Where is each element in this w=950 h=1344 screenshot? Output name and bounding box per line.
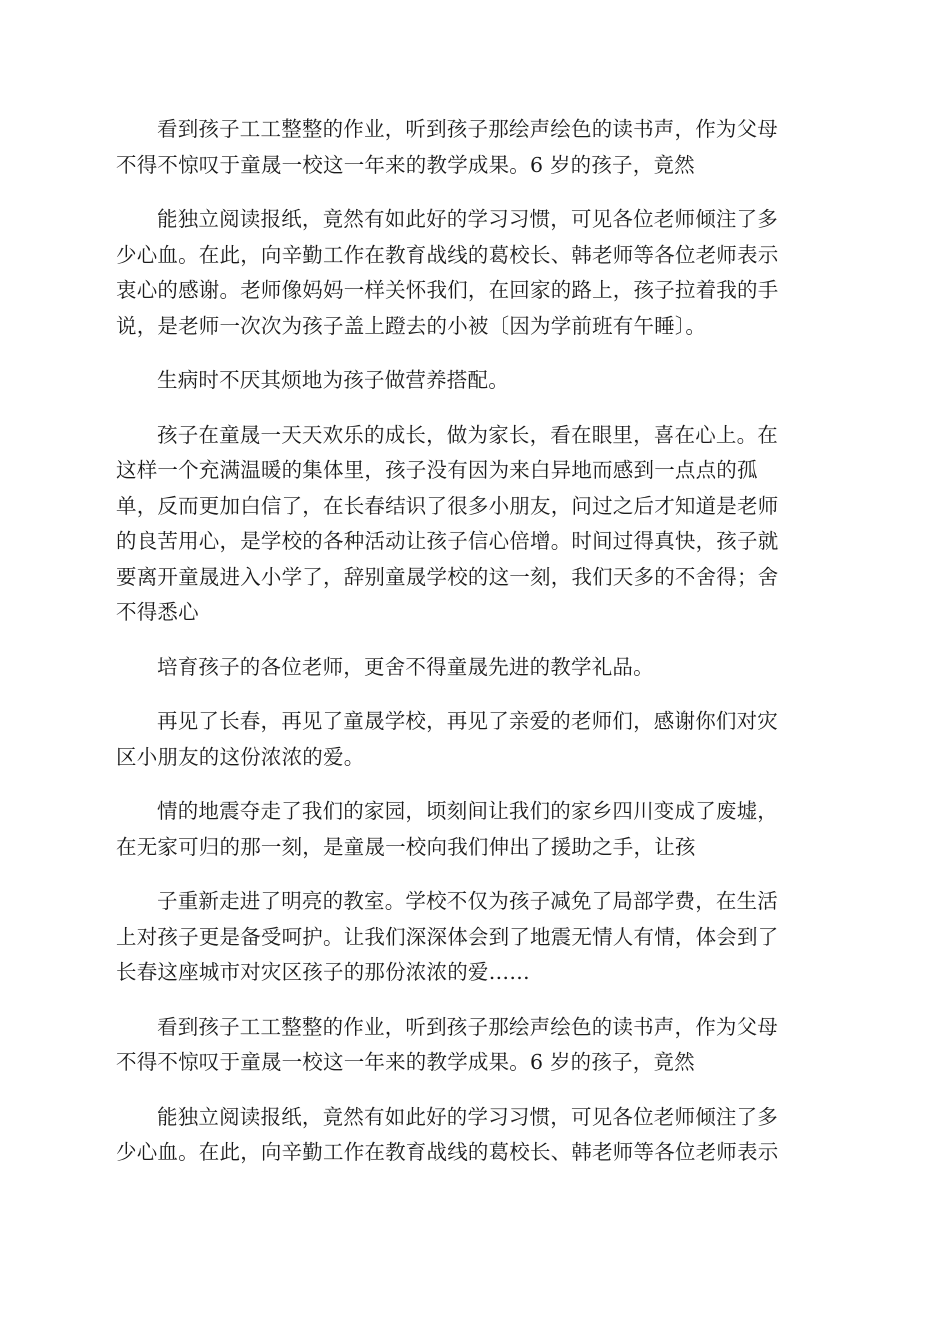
paragraph: 生病时不厌其烦地为孩子做营养搭配。 bbox=[157, 368, 509, 392]
paragraph: 再见了长春，再见了童晟学校，再见了亲爱的老师们，感谢你们对灾 区小朋友的这份浓浓的爱。 bbox=[116, 709, 778, 769]
paragraph: 孩子在童晟一天天欢乐的成长，做为家长，看在眼里，喜在心上。在 这样一个充满温暖的集体里，孩子没有因为来白异地而感到一点点的孤 单，反而更加白信了，在长春结识了很多小朋友，问过之后才知道是老师 的良苦用心，是学校的各种活动让孩子信心倍增。时间过得真快，孩子就 要离开童晟进入小学了，辞别童晟学校的这一刻，我们天多的不舍得；舍 不得悉心 bbox=[116, 422, 779, 624]
paragraph: 子重新走进了明亮的教室。学校不仅为孩子减免了局部学费，在生活 上对孩子更是备受呵护。让我们深深体会到了地震无情人有情，体会到了 长春这座城市对灾区孩子的那份浓浓的爱…… bbox=[116, 889, 779, 984]
paragraph: 看到孩子工工整整的作业，听到孩子那绘声绘色的读书声，作为父母 不得不惊叹于童晟一校这一年来的教学成果。6 岁的孩子，竟然 bbox=[116, 1014, 778, 1074]
paragraph: 看到孩子工工整整的作业，听到孩子那绘声绘色的读书声，作为父母 不得不惊叹于童晟一校这一年来的教学成果。6 岁的孩子，竟然 bbox=[116, 117, 778, 177]
paragraph: 情的地震夺走了我们的家园，顷刻间让我们的家乡四川变成了废墟， 在无家可归的那一刻，是童晟一校向我们伸出了援助之手，让孩 bbox=[116, 799, 778, 859]
document-body bbox=[116, 112, 836, 1190]
paragraph: 培育孩子的各位老师，更舍不得童晟先进的教学礼品。 bbox=[157, 654, 654, 679]
paragraph: 能独立阅读报纸，竟然有如此好的学习习惯，可见各位老师倾注了多 少心血。在此，向辛勤工作在教育战线的葛校长、韩老师等各位老师表示 衷心的感谢。老师像妈妈一样关怀我们，在回家的路上，孩子拉着我的手 说，是老师一次次为孩子盖上蹬去的小被〔因为学前班有午睡〕。 bbox=[116, 207, 779, 338]
paragraph: 能独立阅读报纸，竟然有如此好的学习习惯，可见各位老师倾注了多 少心血。在此，向辛勤工作在教育战线的葛校长、韩老师等各位老师表示 bbox=[116, 1104, 779, 1164]
